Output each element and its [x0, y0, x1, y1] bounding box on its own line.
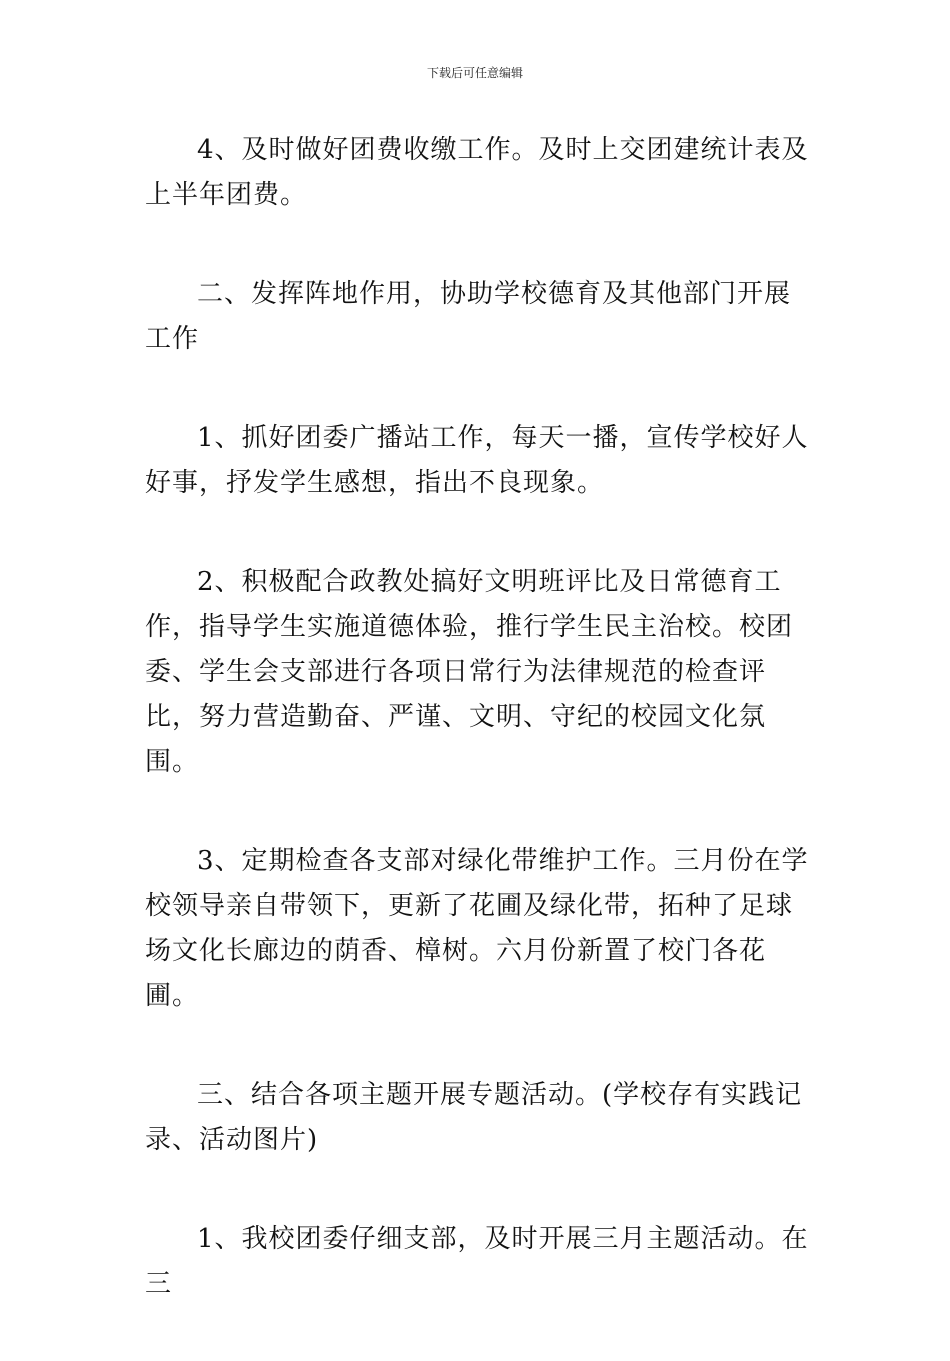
section-heading-2: 二、发挥阵地作用，协助学校德育及其他部门开展工作	[145, 279, 792, 354]
document-body	[145, 128, 815, 1361]
paragraph-item-4: 4、及时做好团费收缴工作。及时上交团建统计表及上半年团费。	[145, 135, 809, 210]
paragraph-item-3: 3、定期检查各支部对绿化带维护工作。三月份在学校领导亲自带领下，更新了花圃及绿化带，拓种了足球场文化长廊边的荫香、樟树。六月份新置了校门各花圃。	[145, 846, 809, 1011]
page-header: 下载后可任意编辑	[426, 66, 523, 80]
section-heading-3: 三、结合各项主题开展专题活动。(学校存有实践记录、活动图片)	[145, 1080, 803, 1155]
paragraph-item-1-section-3: 1、我校团委仔细支部，及时开展三月主题活动。在三	[145, 1224, 809, 1299]
paragraph-item-1: 1、抓好团委广播站工作，每天一播，宣传学校好人好事，抒发学生感想，指出不良现象。	[145, 423, 809, 498]
paragraph-item-2: 2、积极配合政教处搞好文明班评比及日常德育工作，指导学生实施道德体验，推行学生民主治校。校团委、学生会支部进行各项日常行为法律规范的检查评比，努力营造勤奋、严谨、文明、守纪的校园文化氛围。	[145, 567, 794, 777]
